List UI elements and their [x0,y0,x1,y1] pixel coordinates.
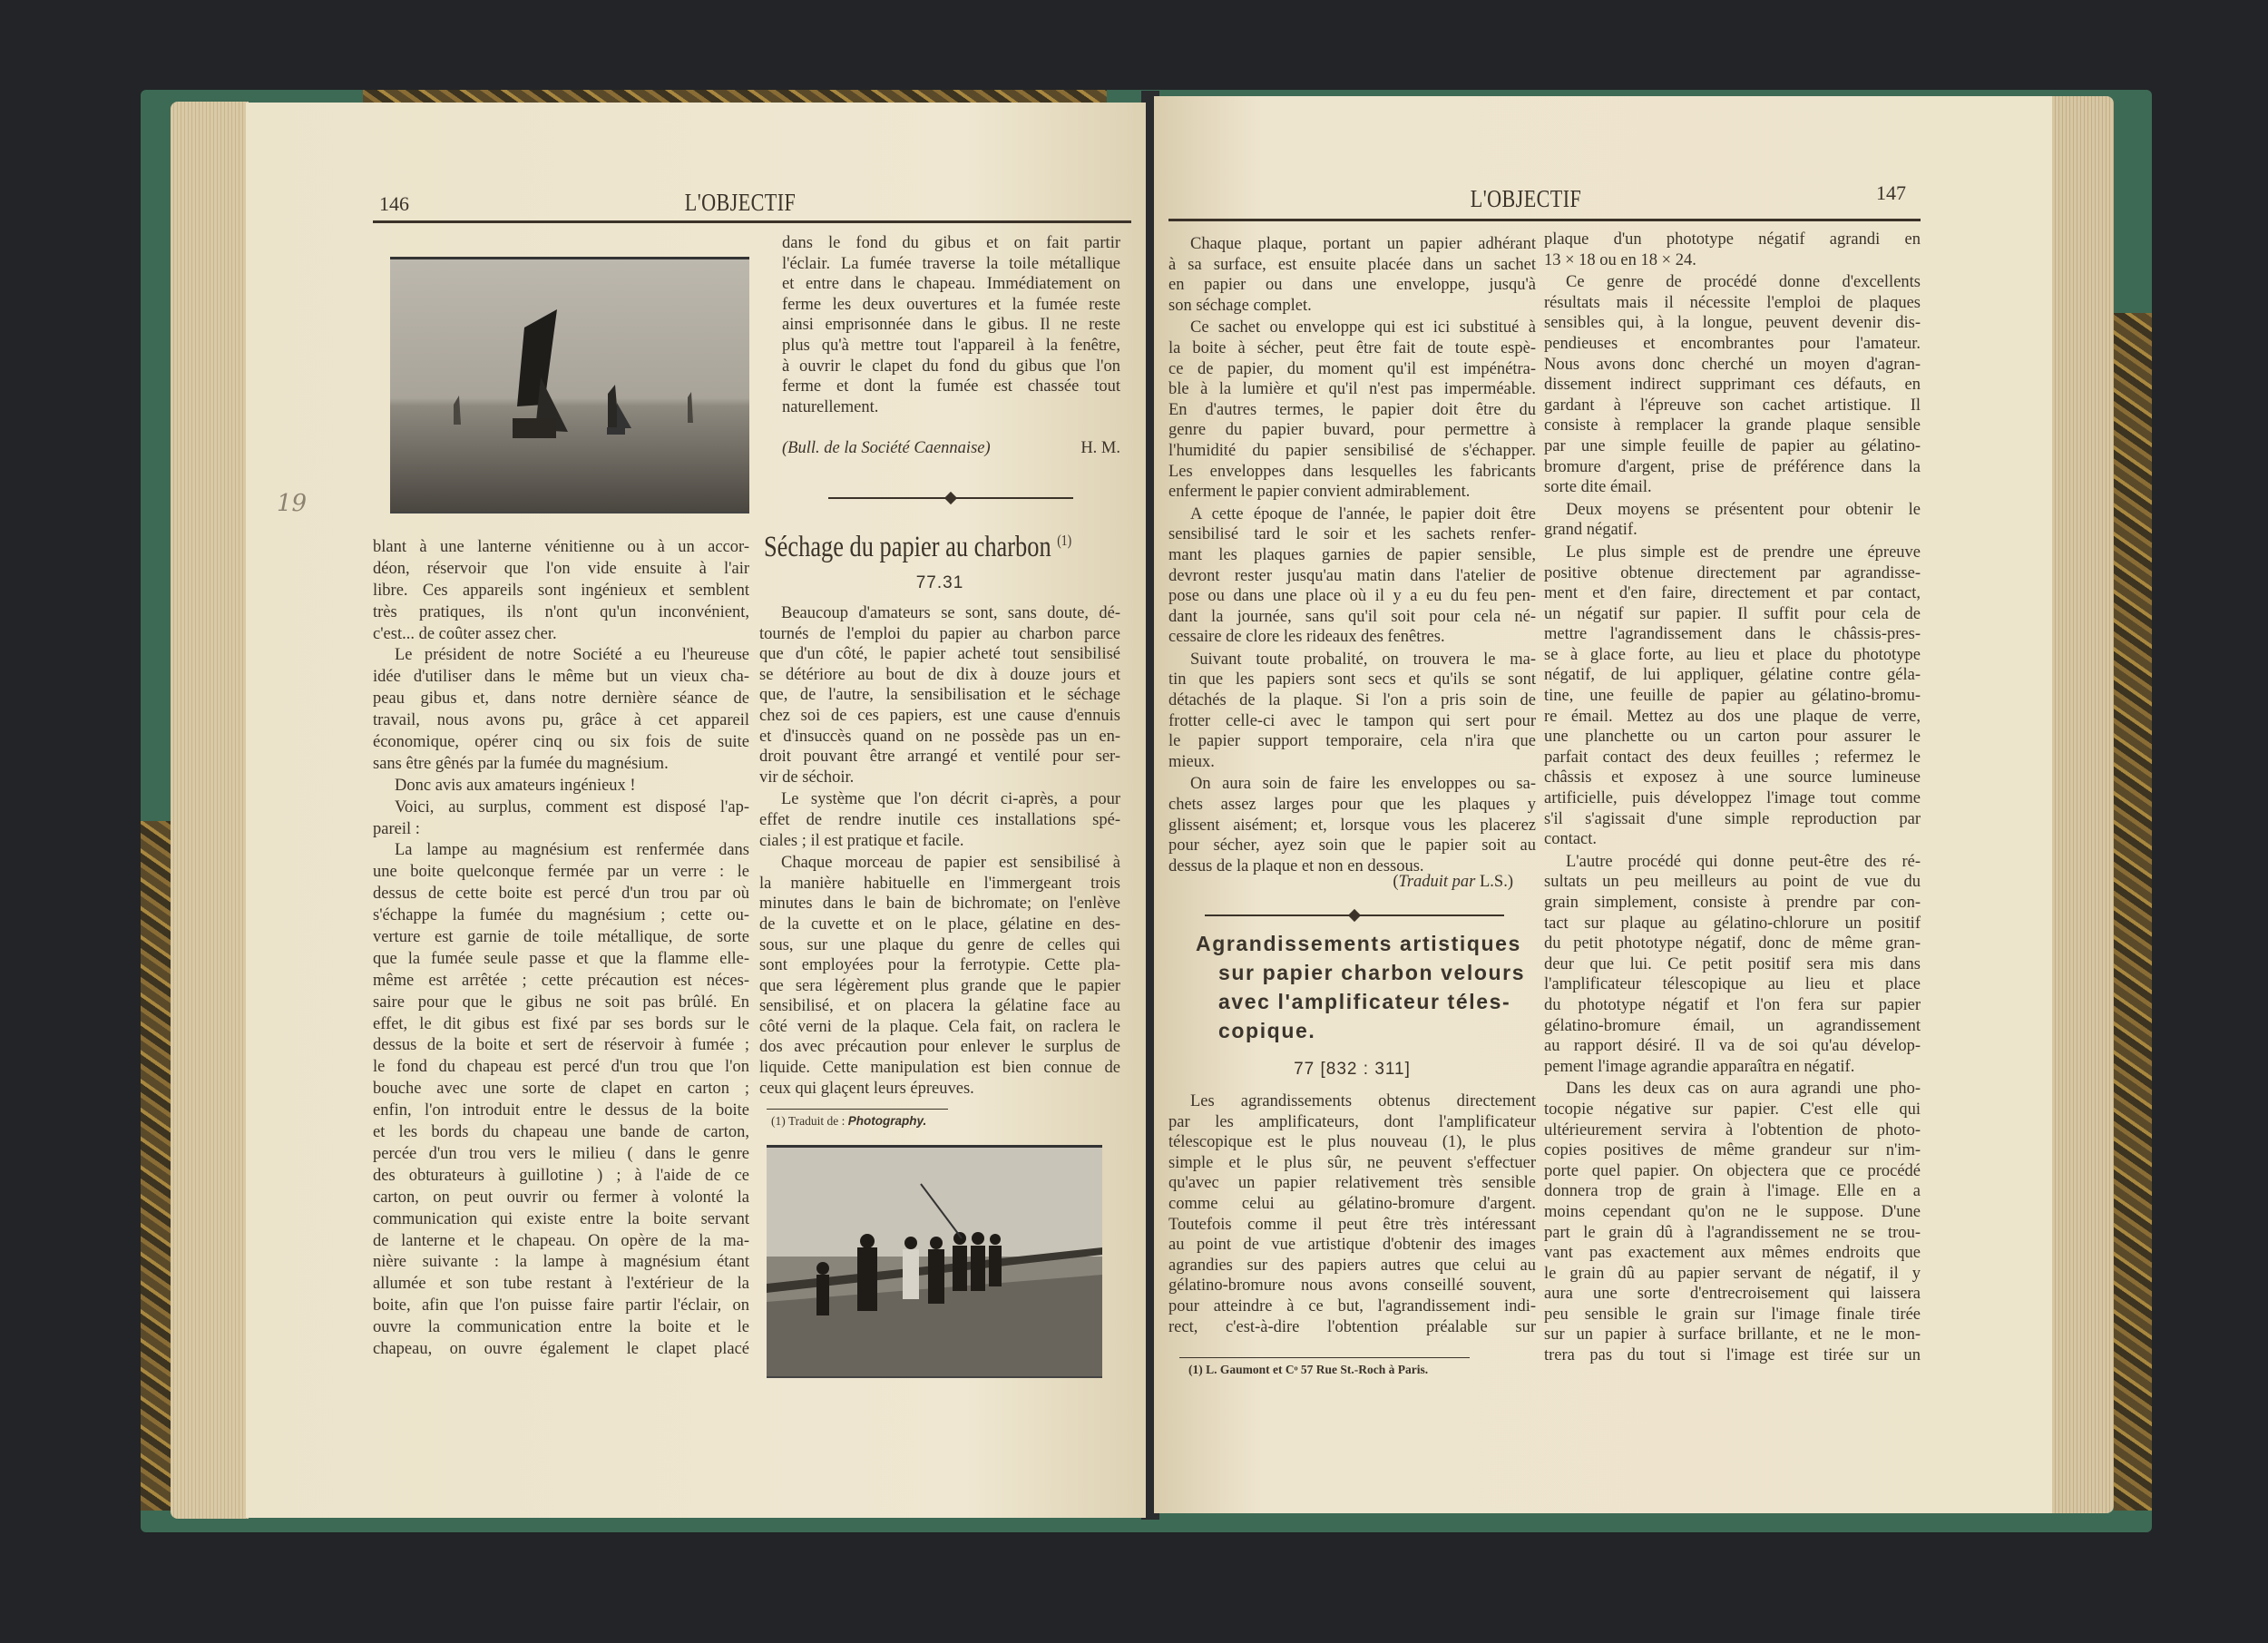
text-line: que, de l'autre, la sensibilisation et le séchage [759,686,1120,705]
text-line: pareil : [373,819,420,838]
text-line: tocopie négative sur papier. C'est elle qui [1544,1100,1921,1119]
text-line: Dans les deux cas on aura agrandi une pho- [1566,1080,1921,1099]
text-line: tact sur plaque au gélatino-chlorure un positif [1544,914,1921,933]
text-line: de la cuvette et on le place, gélatine en des- [759,914,1120,934]
text-line: qu'avec un papier relativement très sensible [1168,1174,1536,1193]
text-line: ouvre la communication entre la boite et le [373,1318,749,1337]
text-line: c'est... de coûter assez cher. [373,624,557,643]
text-line: télescopique est le plus nouveau (1), le plus [1168,1133,1536,1152]
text-line: Chaque plaque, portant un papier adhérant [1190,235,1536,253]
text-line: On aura soin de faire les enveloppes ou sa- [1190,775,1536,794]
text-line: dos avec précaution pour enlever le surplus de [759,1038,1120,1057]
text-line: des obturateurs à guillotine ) ; à l'aide de ce [373,1166,749,1185]
citation-author: H. M. [1080,439,1120,457]
text-line: devront rester jusqu'au matin dans l'atelier de [1168,566,1536,585]
text-line: et d'insuccès quand on ne possède pas un en- [759,727,1120,746]
text-line: chets assez larges pour que les plaques y [1168,796,1536,815]
text-line: Nous avons donc cherché un moyen d'agran- [1544,355,1921,374]
text-line: ment et d'en faire, directement et par contact, [1544,584,1921,603]
paragraph [1544,543,1921,850]
text-line: parfait contact des deux feuilles ; refermez le [1544,748,1921,767]
header-rule [373,220,1131,223]
text-line: Deux moyens se présentent pour obtenir le [1566,500,1921,519]
text-line: l'éclair. La fumée traverse la toile métallique [782,254,1120,273]
page-number: 146 [379,192,409,215]
text-line: la manière habituelle en l'immergeant trois [759,874,1120,893]
text-line: tournés de l'emploi du papier au charbon parce [759,624,1120,643]
sailboats-image [390,259,749,512]
text-line: Les agrandissements obtenus directement [1190,1092,1536,1110]
text-line: donnera trop de grain à l'image. Elle en a [1544,1182,1921,1201]
text-line: effet de rendre inutile ces installations spé- [759,810,1120,829]
running-head: L'OBJECTIF [1470,185,1582,212]
text-line: comme celui au gélatino-bromure d'argent. [1168,1194,1536,1213]
text-line: artificielle, puis développez l'image tout comme [1544,789,1921,808]
article-classification: 77.31 [915,573,964,592]
article-title [1196,929,1525,1045]
text-line: copies positives de même grandeur sur n'im- [1544,1141,1921,1160]
text-line: par les amplificateurs, dont l'amplificateur [1168,1112,1536,1131]
text-line: Le système que l'on décrit ci-après, a pour [781,790,1120,809]
translator-credit [1168,873,1513,892]
text-line: naturellement. [782,397,879,416]
section-ornament [1205,914,1504,916]
text-line: ciales ; il est pratique et facile. [759,831,964,850]
text-line: résultats mais il nécessite l'emploi de plaques [1544,293,1921,312]
text-line: et les bords du chapeau une bande de carton, [373,1123,749,1142]
left-column-1 [373,537,749,1361]
text-line: sensibilisé, et on placera la gélatine face au [759,997,1120,1016]
translator-label: Traduit par [1398,873,1476,891]
text-line: sous, sur une plaque du genre de celles qui [759,935,1120,954]
text-line: que la fumée seule passe et que la flamme elle- [373,949,749,968]
footnote: (1) L. Gaumont et Cᵒ 57 Rue St.-Roch à Paris. [1188,1363,1429,1376]
text-line: à sa surface, est ensuite placée dans un sachet [1168,255,1536,274]
text-line: La lampe au magnésium est renfermée dans [395,841,749,860]
paragraph [1168,1091,1536,1337]
text-line: au point de vue artistique d'obtenir des images [1168,1236,1536,1255]
text-line: économique, opérer cinq ou six fois de suite [373,733,749,752]
text-line: ultérieurement servira à l'obtention de photo- [1544,1120,1921,1139]
text-line: même est arrêtée ; cette précaution est néces- [373,971,749,990]
text-line: frotter celle-ci avec le tampon qui sert pour [1168,711,1536,730]
text-line: verture est garnie de toile métallique, de sorte [373,928,749,947]
text-line: une boite quelconque fermée par un verre : le [373,863,749,882]
text-line: déon, réservoir que l'on vide ensuite à l'air [373,559,749,578]
text-line: minutes dans le bain de bichromate; on l'enlève [759,895,1120,914]
paragraph [1168,504,1536,648]
text-line: ferme et dont la fumée est chassée tout [782,377,1120,396]
text-line: plus qu'à mettre tout l'appareil à la fenêtre, [782,336,1120,355]
footnote-rule [1179,1357,1470,1358]
text-line: Ce sachet ou enveloppe qui est ici substitué à [1190,318,1536,337]
text-line: que d'un côté, le papier acheté tout sensibilisé [759,645,1120,664]
text-line: bromure d'argent, prise de préférence dans la [1544,457,1921,476]
translator-open: ( [1393,873,1399,891]
title-footnote-ref: (1) [1057,532,1072,549]
text-line: négatif, de lui appliquer, gélatine contre géla- [1544,666,1921,685]
text-line: l'humidité du papier sensibilisé de s'échapper. [1168,441,1536,460]
text-line: idée d'utiliser dans le même but un vieux cha- [373,668,749,687]
text-line: effet, le dit gibus est fixé par ses bords sur le [373,1014,749,1033]
text-line: le grain dû au papier servant de négatif, il y [1544,1264,1921,1283]
text-line: trera pas du tout si l'image est tirée sur un [1544,1346,1921,1365]
paragraph [373,776,749,797]
text-line: porte quel papier. On objectera que ce procédé [1544,1161,1921,1180]
title-line: avec l'amplificateur téles- [1218,990,1511,1013]
text-line: chapeau, on ouvre également le clapet placé [373,1339,749,1358]
text-line: droit pouvant être arrangé et ventilé pour ser- [759,748,1120,767]
text-line: de lanterne et le chapeau. On opère de la ma- [373,1231,749,1250]
text-line: allumée et son tube restant à l'extérieur de la [373,1275,749,1294]
text-line: la boite à sécher, peut être fait de toute espè- [1168,338,1536,357]
text-line: Suivant toute probalité, on trouvera le ma- [1190,650,1536,669]
article-title [764,531,1071,564]
article-body [759,603,1120,1100]
photo-pier [767,1145,1102,1378]
text-line: ceux qui glaçent leurs épreuves. [759,1079,974,1098]
text-line: rect, c'est-à-dire l'obtention préalable sur [1168,1317,1536,1336]
text-line: pose ou dans une place où il y a eu du feu pen- [1168,587,1536,606]
text-line: travail, nous avons pu, grâce à cet appareil [373,711,749,730]
right-column-2 [1544,230,1921,1368]
text-line: aura une sorte d'entrecroisement qui laissera [1544,1285,1921,1304]
pier-image [767,1148,1102,1376]
article-classification: 77 [832 : 311] [1294,1060,1411,1079]
left-column-2-top [782,233,1120,419]
text-line: l'amplificateur télescopique au lieu et place [1544,975,1921,994]
marbled-board-left [141,821,171,1511]
text-line: communication qui existe entre la boite servant [373,1209,749,1228]
right-column-1-top [1168,234,1536,878]
text-line: boite, afin que l'on puisse faire partir l'éclair, on [373,1296,749,1315]
text-line: pendieuses et encombrantes pour l'amateur. [1544,334,1921,353]
article-title-text: Séchage du papier au charbon [764,531,1051,563]
footnote [771,1114,926,1129]
paragraph [1168,774,1536,876]
text-line: sans être gênés par la fumée du magnésium. [373,754,669,773]
text-line: au rapport désiré. Il va de soi qu'au dévelop- [1544,1037,1921,1056]
text-line: plaque d'un phototype négatif agrandi en [1544,230,1921,249]
section-ornament [828,497,1073,499]
text-line: châssis et exposez à une source lumineuse [1544,768,1921,787]
text-line: sorte dite émail. [1544,478,1652,497]
photo-sailboats [390,257,749,513]
text-line: dessus de la plaque et non en dessous. [1168,856,1424,875]
page-edges-right [2048,96,2114,1513]
text-line: dissement indirect supprimant ces défauts, en [1544,376,1921,395]
text-line: vir de séchoir. [759,768,855,787]
text-line: grand négatif. [1544,521,1637,540]
text-line: dessus de cette boite est percé d'un trou par où [373,885,749,904]
text-line: glissent aisément; et, lorsque vous les placerez [1168,816,1536,835]
text-line: peau gibus et, dans notre dernière séance de [373,689,749,709]
text-line: le fond du chapeau est percé d'un trou que l'on [373,1058,749,1077]
text-line: enferment le papier convient admirablement. [1168,483,1471,502]
paragraph [1544,230,1921,270]
text-line: saire pour que le gibus ne soit pas brûlé. En [373,993,749,1012]
text-line: sur un papier à surface brillante, et ne le mon- [1544,1325,1921,1345]
text-line: ce de papier, du moment qu'il est impénétra- [1168,359,1536,378]
text-line: libre. Ces appareils sont ingénieux et semblent [373,581,749,600]
text-line: très pratiques, ils n'ont qu'un inconvénient, [373,602,749,621]
text-line: moins cependant qu'on ne le suppose. D'une [1544,1202,1921,1221]
paragraph [1544,1079,1921,1365]
text-line: que sera légèrement plus grande que le papier [759,976,1120,995]
text-line: consiste à remplacer la grande plaque sensible [1544,416,1921,435]
text-line: percée d'un trou vers le milieu ( dans le genre [373,1144,749,1163]
text-line: liquide. Cette manipulation est bien connue de [759,1059,1120,1078]
text-line: carton, on peut ouvrir ou fermer à volonté la [373,1188,749,1207]
paragraph [1168,650,1536,773]
text-line: cessaire de clore les rideaux des fenêtres. [1168,628,1445,647]
text-line: un négatif sur papier. Il suffit pour cela de [1544,604,1921,623]
text-line: gardant à l'épreuve son cachet artistique. Il [1544,396,1921,415]
source-citation [782,439,1120,458]
text-line: se à glace forte, au lieu et place du phototype [1544,645,1921,664]
page-edges-left [171,102,249,1519]
text-line: vant pas exactement aux mêmes endroits que [1544,1244,1921,1263]
marbled-board-right [2114,313,2152,1511]
text-line: Les enveloppes dans lesquelles les fabricants [1168,462,1536,481]
text-line: Toutefois comme il peut être très intéressant [1168,1215,1536,1234]
text-line: ainsi emprisonnée dans le gibus. Il ne reste [782,316,1120,335]
text-line: du petit phototype négatif, donc de même gran- [1544,934,1921,954]
text-line: le papier support temporaire, cela n'ira que [1168,732,1536,751]
text-line: sultats un peu meilleurs au point de vue du [1544,873,1921,892]
footnote-rule [767,1109,948,1110]
paragraph [759,789,1120,851]
text-line: détachés de la plaque. Si l'on a pris soin de [1168,691,1536,710]
text-line: simple et le plus sûr, ne peuvent s'effectuer [1168,1153,1536,1172]
text-line: A cette époque de l'année, le papier doit être [1190,504,1536,523]
text-line: dessus de la boite et sert de réservoir à fumée ; [373,1036,749,1055]
page-number: 147 [1876,181,1906,204]
title-line: copique. [1218,1019,1316,1042]
text-line: son séchage complet. [1168,296,1312,315]
text-line: Voici, au surplus, comment est disposé l'ap- [395,797,749,817]
text-line: ferme les deux ouvertures et la fumée reste [782,295,1120,314]
citation-source: (Bull. de la Société Caennaise) [782,439,991,457]
paragraph [782,233,1120,417]
text-line: Chaque morceau de papier est sensibilisé à [781,854,1120,873]
text-line: gélatino-bromure émail, un agrandissement [1544,1016,1921,1035]
text-line: par une simple feuille de papier au gélatino- [1544,436,1921,455]
text-line: en papier ou dans une enveloppe, jusqu'à [1168,276,1536,295]
text-line: mettre l'agrandissement dans le châssis-pres- [1544,625,1921,644]
text-line: En d'autres termes, le papier doit être du [1168,400,1536,419]
text-line: dant la journée, sans qu'il soit pour cela né- [1168,607,1536,626]
paragraph [373,840,749,1360]
footnote-text: (1) Traduit de : [771,1114,848,1128]
footnote-source: Photography. [847,1114,927,1128]
text-line: Beaucoup d'amateurs se sont, sans doute, dé- [781,604,1120,622]
paragraph [1168,318,1536,502]
text-line: agrandies sur des papiers autres que celui au [1168,1256,1536,1275]
text-line: Ce genre de procédé donne d'excellents [1566,273,1921,292]
text-line: positive obtenue directement par agrandisse- [1544,563,1921,582]
text-line: s'échappe la fumée du magnésium ; cette ou- [373,906,749,925]
running-head: L'OBJECTIF [684,189,797,216]
text-line: deur que lui. Ce petit positif sera mis dans [1544,954,1921,973]
text-line: et entre dans le chapeau. Immédiatement on [782,275,1120,294]
text-line: L'autre procédé qui donne peut-être des ré- [1566,852,1921,871]
text-line: chez soi de ces papiers, est une cause d'ennuis [759,706,1120,725]
text-line: mieux. [1168,752,1215,771]
text-line: grain simplement, consiste à prendre par con- [1544,894,1921,912]
text-line: bouche avec une sorte de clapet en carton ; [373,1080,749,1099]
text-line: se détériore au bout de dix à douze jours et [759,665,1120,684]
text-line: sensibilisé tard le soir et les sachets renfer- [1168,525,1536,544]
paragraph [1544,500,1921,541]
text-line: contact. [1544,830,1598,849]
text-line: du phototype négatif et l'on fera sur papier [1544,995,1921,1014]
translator-name: L.S.) [1480,873,1513,891]
text-line: à ouvrir le clapet du fond du gibus que l'on [782,357,1120,376]
text-line: sont employées pour la ferrotypie. Cette pla- [759,956,1120,975]
text-line: s'il s'agissait d'une simple reproduction par [1544,809,1921,828]
paragraph [373,645,749,775]
text-line: blant à une lanterne vénitienne ou à un accor- [373,538,749,556]
text-line: tin que les papiers sont secs et qu'ils se sont [1168,670,1536,689]
text-line: mant les plaques garnies de papier sensible, [1168,545,1536,564]
text-line: Le président de notre Société a eu l'heureuse [395,646,749,665]
paragraph [1544,852,1921,1078]
text-line: peu sensible le grain sur l'image finale tirée [1544,1305,1921,1324]
header-rule [1168,219,1921,221]
text-line: une planchette ou un carton pour assurer le [1544,728,1921,747]
paragraph [1168,234,1536,316]
text-line: pour atteindre à ce but, l'agrandissement indi- [1168,1296,1536,1315]
text-line: Le plus simple est de prendre une épreuve [1566,543,1921,562]
text-line: nière suivante : la lampe à magnésium étant [373,1253,749,1272]
title-line: Agrandissements artistiques [1196,932,1521,955]
paragraph [759,853,1120,1099]
text-line: re émail. Mettez au dos une plaque de verre, [1544,707,1921,726]
text-line: tine, une feuille de papier au gélatino-bromu- [1544,687,1921,706]
paragraph [1544,272,1921,498]
paragraph [373,797,749,841]
text-line: sensibles qui, à la longue, peuvent devenir dis- [1544,314,1921,333]
text-line: côté verni de la plaque. Cela fait, on raclera le [759,1017,1120,1036]
text-line: enfin, l'on introduit entre le dessus de la boite [373,1101,749,1120]
text-line: Donc avis aux amateurs ingénieux ! [395,776,636,795]
text-line: dans le fond du gibus et on fait partir [782,234,1120,252]
text-line: 13 × 18 ou en 18 × 24. [1544,250,1696,269]
text-line: pour sécher, ayez soin que le papier soit au [1168,836,1536,856]
paragraph [759,603,1120,787]
text-line: genre du papier buvard, pour permettre à [1168,421,1536,440]
title-line: sur papier charbon velours [1218,961,1526,984]
text-line: part le grain dû à l'agrandissement ne se trou- [1544,1223,1921,1242]
pencil-annotation: 19 [277,490,308,517]
text-line: ble à la lumière et qu'il n'est pas imperméable. [1168,380,1536,399]
article-body [1168,1091,1536,1339]
paragraph [373,537,749,645]
text-line: pement l'image agrandie apparaîtra en négatif. [1544,1057,1855,1076]
text-line: gélatino-bromure nous avons conseillé souvent, [1168,1276,1536,1296]
